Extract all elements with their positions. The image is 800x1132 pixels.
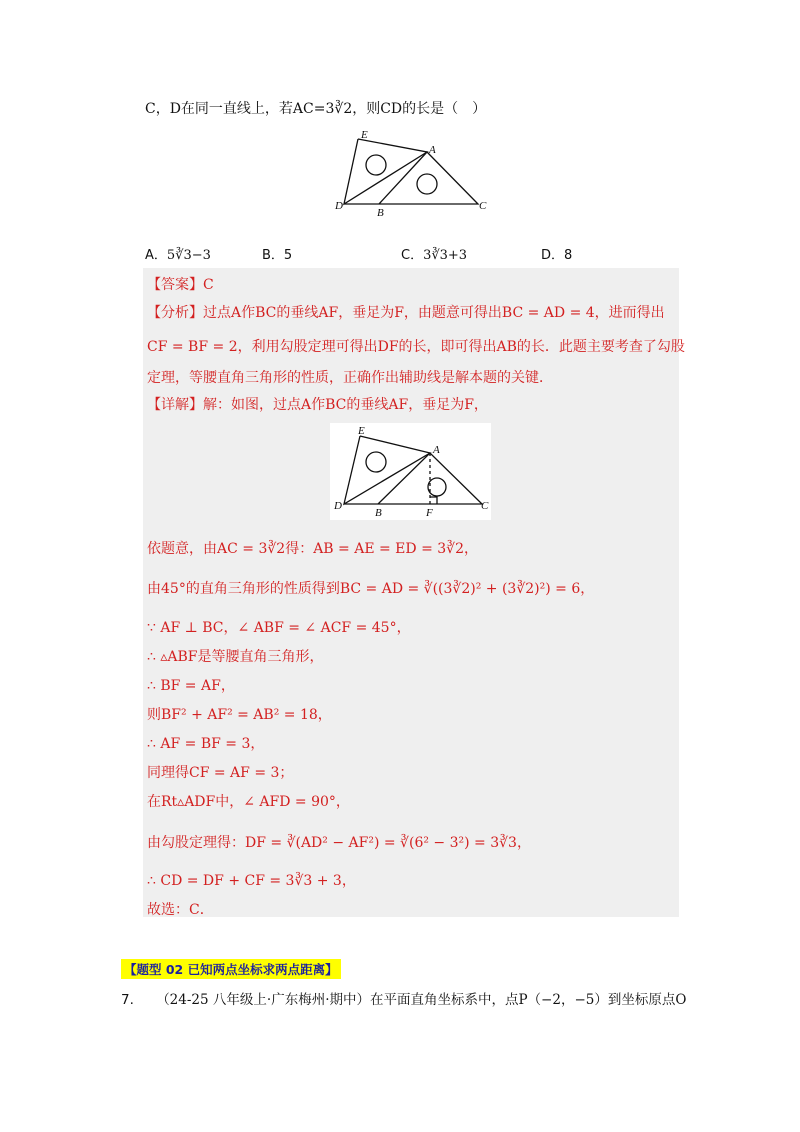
- analysis-line-3: 定理，等腰直角三角形的性质，正确作出辅助线是解本题的关键．: [147, 370, 553, 386]
- step-11: ∴ CD = DF + CF = 3∛3 + 3，: [147, 873, 356, 889]
- step-5: ∴ BF = AF，: [147, 678, 235, 694]
- question-figure: [330, 127, 490, 219]
- step-2: 由45°的直角三角形的性质得到BC = AD = ∛((3∛2)² + (3∛2)²) = 6，: [147, 581, 595, 597]
- label-c2: C: [481, 500, 489, 512]
- step-4: ∴ ▵ABF是等腰直角三角形，: [147, 649, 324, 665]
- step-6: 则BF² + AF² = AB² = 18，: [147, 707, 332, 723]
- answer: 【答案】C: [147, 277, 214, 293]
- step-8: 同理得CF = AF = 3；: [147, 765, 294, 781]
- question-7: [121, 988, 686, 1008]
- section-title: 【题型 02 已知两点坐标求两点距离】: [121, 959, 341, 979]
- right-angle-mark: [430, 497, 437, 504]
- circle-left: [366, 155, 386, 175]
- label-a: A: [429, 144, 436, 156]
- option-b: B．5: [262, 248, 293, 263]
- question-7-number: 7.: [121, 992, 134, 1008]
- label-d2: D: [334, 500, 342, 512]
- label-f2: F: [426, 507, 433, 519]
- option-a: A．5∛3−3: [145, 248, 211, 263]
- triangle-abc-lines: [344, 152, 478, 204]
- label-b: B: [377, 207, 384, 219]
- step-9: 在Rt▵ADF中，∠ AFD = 90°，: [147, 794, 350, 810]
- detail-intro: 【详解】解：如图，过点A作BC的垂线AF，垂足为F，: [147, 397, 488, 413]
- option-d: D．8: [541, 248, 573, 263]
- step-3: ∵ AF ⊥ BC，∠ ABF = ∠ ACF = 45°，: [147, 620, 411, 636]
- triangle-ead: [344, 139, 427, 204]
- solution-figure: [330, 423, 491, 520]
- step-10: 由勾股定理得：DF = ∛(AD² − AF²) = ∛(6² − 3²) = 3∛3，: [147, 835, 531, 851]
- label-d: D: [335, 200, 343, 212]
- circle-right: [417, 174, 437, 194]
- label-a2: A: [433, 444, 440, 456]
- option-c: C．3∛3+3: [401, 248, 468, 263]
- question-stem: C，D在同一直线上，若AC=3∛2，则CD的长是（ ）: [145, 101, 487, 117]
- step-12: 故选：C．: [147, 902, 214, 918]
- step-1: 依题意，由AC = 3∛2得：AB = AE = ED = 3∛2，: [147, 541, 478, 557]
- analysis-line-1: 【分析】过点A作BC的垂线AF，垂足为F，由题意可得出BC = AD = 4，进而得出: [147, 305, 665, 321]
- label-b2: B: [375, 507, 382, 519]
- label-e2: E: [358, 425, 365, 437]
- analysis-line-2: CF = BF = 2，利用勾股定理可得出DF的长，即可得出AB的长．此题主要考查了勾股: [147, 339, 685, 355]
- label-c: C: [479, 200, 487, 212]
- step-7: ∴ AF = BF = 3，: [147, 736, 265, 752]
- label-e: E: [361, 129, 368, 141]
- question-7-text: （24-25 八年级上·广东梅州·期中）在平面直角坐标系中，点P（−2，−5）到坐标原点O: [156, 992, 687, 1008]
